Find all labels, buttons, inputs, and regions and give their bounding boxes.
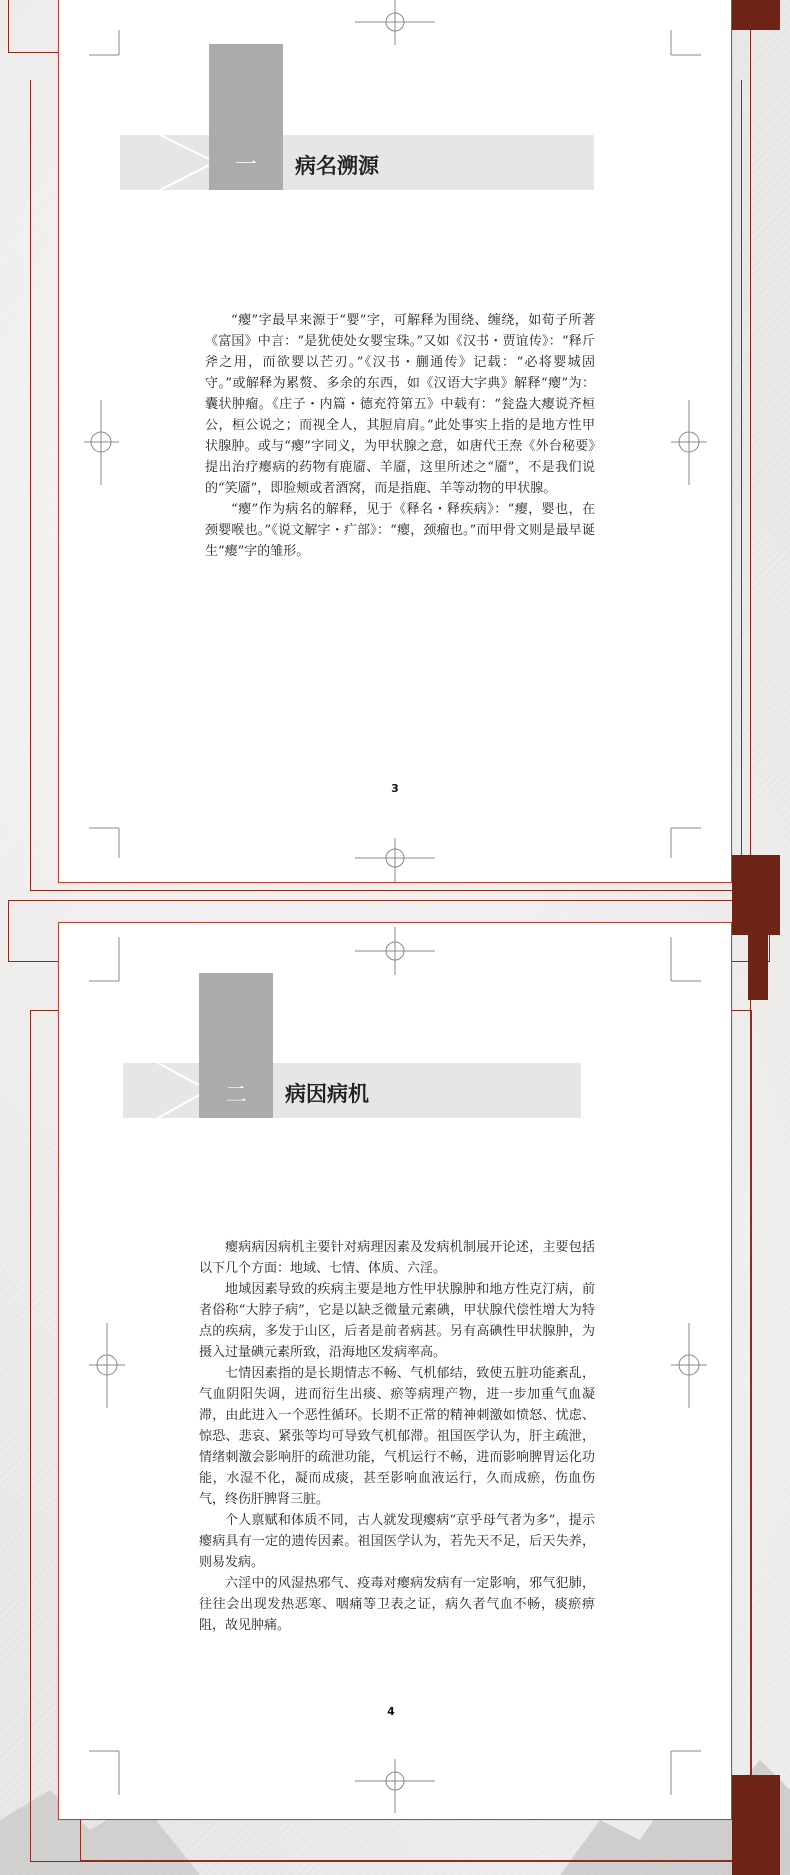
chapter-number: 二 (224, 1083, 247, 1108)
paragraph: 个人禀赋和体质不同，古人就发现瘿病“京乎母气者为多”，提示瘿病具有一定的遗传因素。祖国医学认为，若先天不足，后天失养，则易发病。 (199, 1513, 595, 1570)
paragraph: 六淫中的风湿热邪气、疫毒对瘿病发病有一定影响，邪气犯肺，往往会出现发热恶寒、咽痛等卫表之证，病久者气血不畅，痰瘀痹阻，故见肿痛。 (199, 1576, 595, 1633)
body-text (205, 310, 595, 562)
frame-corner-block (748, 930, 768, 1000)
page-number: 3 (391, 782, 399, 795)
chapter-title: 病因病机 (285, 1082, 369, 1106)
paragraph: 地域因素导致的疾病主要是地方性甲状腺肿和地方性克汀病，前者俗称“大脖子病”，它是以缺乏微量元素碘，甲状腺代偿性增大为特点的疾病，多发于山区，后者是前者病甚。另有高碘性甲状腺肿，为摄入过量碘元素所致，沿海地区发病率高。 (199, 1282, 595, 1360)
book-page (58, 922, 732, 1820)
frame-corner-block (732, 1775, 780, 1875)
body-text (199, 1237, 595, 1636)
book-page (58, 0, 732, 883)
paragraph: “瘿”字最早来源于“婴”字，可解释为围绕、缠绕，如荀子所著《富国》中言：“是犹使处女婴宝珠。”又如《汉书・贾谊传》：“释斤斧之用，而欲婴以芒刃。”《汉书・蒯通传》记载：“必将婴城固守。”或解释为累赘、多余的东西，如《汉语大字典》解释“瘿”为：囊状肿瘤。《庄子・内篇・德充符第五》中载有：“瓮盎大瘿说齐桓公，桓公说之；而视全人，其脰肩肩。”此处事实上指的是地方性甲状腺肿。或与“瘿”字同义，为甲状腺之意，如唐代王焘《外台秘要》提出治疗瘿病的药物有鹿靥、羊靥，这里所述之“靥”，不是我们说的“笑靥”，即脸颊或者酒窝，而是指鹿、羊等动物的甲状腺。 (205, 313, 595, 496)
chapter-number: 一 (234, 153, 257, 178)
chapter-title: 病名溯源 (295, 154, 379, 178)
paragraph: 七情因素指的是长期情志不畅、气机郁结，致使五脏功能紊乱，气血阴阳失调，进而衍生出痰、瘀等病理产物，进一步加重气血凝滞，由此进入一个恶性循环。长期不正常的精神刺激如愤怒、忧虑、惊恐、悲哀、紧张等均可导致气机郁滞。祖国医学认为，肝主疏泄，情绪刺激会影响肝的疏泄功能，气机运行不畅，进而影响脾胃运化功能，水湿不化，凝而成痰，甚至影响血液运行，久而成瘀，伤血伤气，终伤肝脾肾三脏。 (199, 1366, 595, 1507)
paragraph: 瘿病病因病机主要针对病理因素及发病机制展开论述，主要包括以下几个方面：地域、七情、体质、六淫。 (199, 1240, 595, 1276)
paragraph: “瘿”作为病名的解释，见于《释名・释疾病》：“瘿，婴也，在颈婴喉也。”《说文解字・疒部》：“瘿，颈瘤也。”而甲骨文则是最早诞生“瘿”字的雏形。 (205, 502, 595, 559)
frame-corner-block (732, 855, 780, 935)
page-number: 4 (387, 1705, 395, 1718)
frame-corner-block (732, 0, 780, 30)
